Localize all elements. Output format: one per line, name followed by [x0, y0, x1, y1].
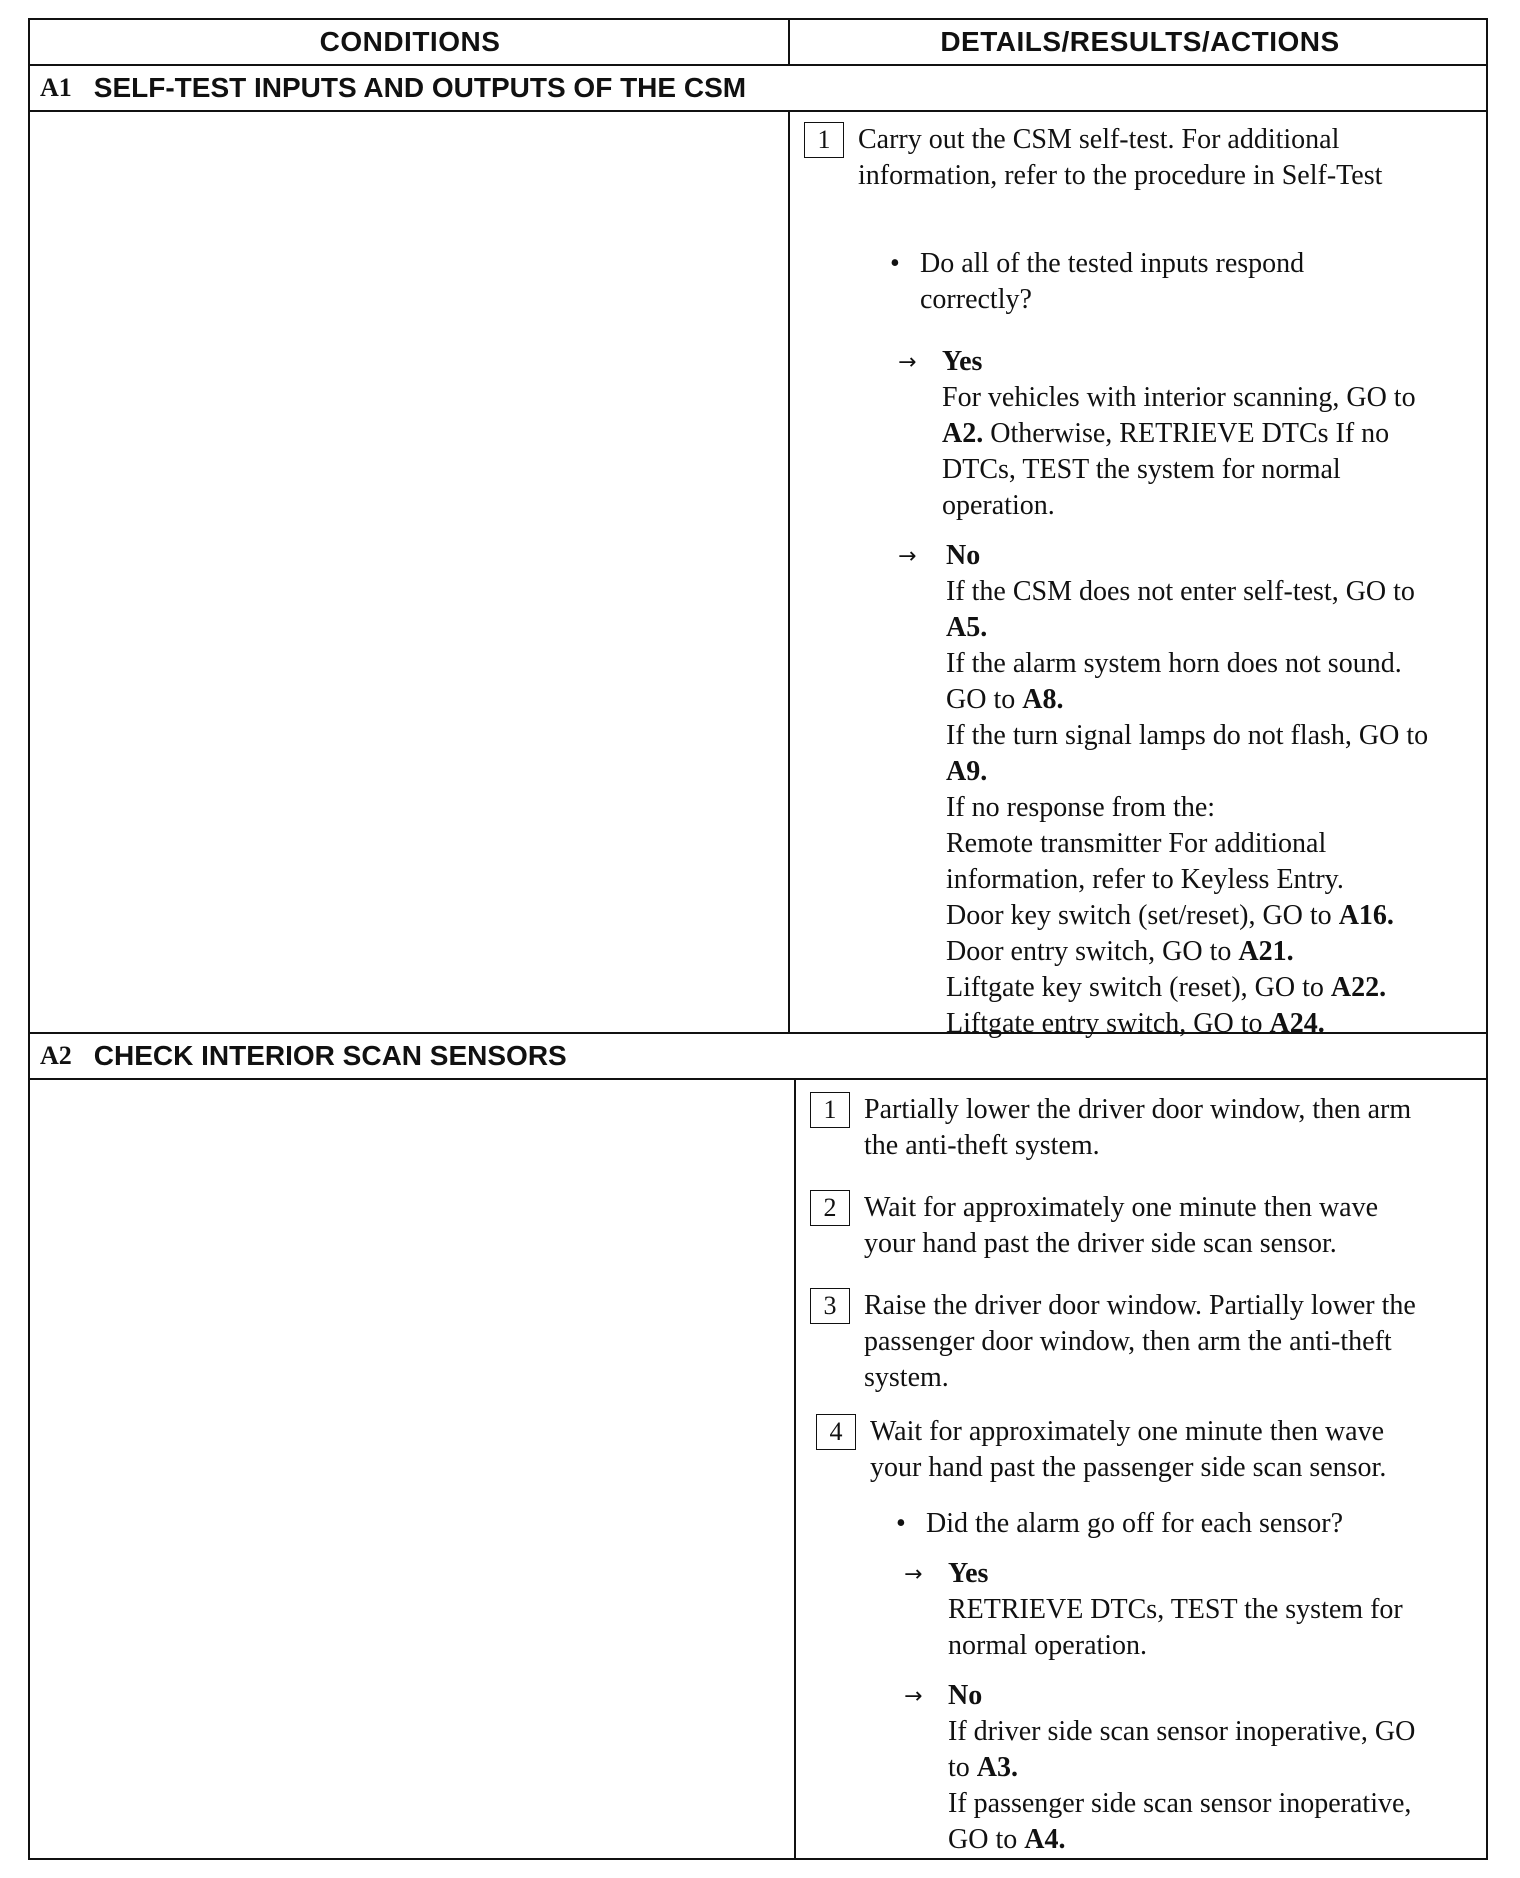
- section-a1-title-rule: [30, 110, 1486, 112]
- a1-no-line: Door entry switch, GO to A21.: [946, 936, 1294, 967]
- a1-yes-line: A2. Otherwise, RETRIEVE DTCs If no: [942, 418, 1390, 449]
- a1-yes-line: operation.: [942, 490, 1055, 521]
- a1-step-1-line: information, refer to the procedure in Self-Test: [858, 160, 1383, 191]
- a2-step-2-line: your hand past the driver side scan sensor.: [864, 1228, 1337, 1259]
- a2-step-2: [810, 1190, 1378, 1262]
- section-a2-title-rule: [30, 1078, 1486, 1080]
- a1-no-label: No: [946, 540, 981, 571]
- a1-yes-line: For vehicles with interior scanning, GO to: [942, 382, 1416, 413]
- a1-step-1: [804, 122, 1382, 194]
- a2-step-4: [816, 1414, 1386, 1486]
- a1-yes-label: Yes: [942, 346, 983, 377]
- a2-no-arrow-icon: →: [904, 1684, 923, 1709]
- a2-step-3-line: Raise the driver door window. Partially lower the: [864, 1290, 1416, 1321]
- a1-yes-arrow-icon: →: [898, 350, 917, 375]
- a1-no-branch: [946, 538, 1428, 1042]
- section-a2-divider: [794, 1078, 796, 1860]
- a2-step-2-number: 2: [810, 1190, 850, 1226]
- a1-no-line: If no response from the:: [946, 792, 1216, 823]
- a2-step-3-line: system.: [864, 1362, 949, 1393]
- a2-yes-arrow-icon: →: [904, 1562, 923, 1587]
- diagnostic-table: CONDITIONS DETAILS/RESULTS/ACTIONS A1 SELF-TEST INPUTS AND OUTPUTS OF THE CSM 1 Carry out the CSM self-test. For additional information, refer to the procedure in Self-Test • Do all of the tested inputs respond correctly? → Yes For vehicles with interior scanning, GO to A2. Otherwise, RETRIEVE DTCs If no DTCs, TEST the system for normal operation. → No If the CSM does not enter self-test, GO to A5. If the alarm system horn does not sound. GO to A8. If the turn signal lamps do not flash, GO to A9. If no response from the: Remote transmitter For additional information, refer to Keyless Entry. Door key switch (set/reset), GO to A16. Door entry switch, GO to A21. Liftgate key switch (reset), GO to A22. Liftgate entry switch, GO to A24. A2 CHECK INTERIOR SCAN SENSORS 1 Partially lower the driver door window, then arm the anti-theft system. 2 Wait for approximately one minute then wave your hand past the driver side scan sensor. 3 Raise the driver door window. Partially lower the passenger door window, then arm the anti-theft system. 4 Wait for approximately one minute then wave your hand past the passenger side scan sensor. • Did the alarm go off for each sensor? → Yes RETRIEVE DTCs, TEST the system for normal operation. → No If driver side scan sensor inoperative, GO to A3. If passenger side scan sensor inoperative, GO to A4.: [28, 18, 1488, 1860]
- a1-no-line: Remote transmitter For additional: [946, 828, 1327, 859]
- a2-no-label: No: [948, 1680, 983, 1711]
- a1-no-line: If the CSM does not enter self-test, GO to: [946, 576, 1415, 607]
- section-a2-heading: [40, 1034, 567, 1078]
- a1-no-line: Liftgate entry switch, GO to A24.: [946, 1008, 1325, 1039]
- a2-step-3: [810, 1288, 1416, 1396]
- a1-no-line: Liftgate key switch (reset), GO to A22.: [946, 972, 1387, 1003]
- section-a1-divider: [788, 110, 790, 1032]
- a1-yes-line: DTCs, TEST the system for normal: [942, 454, 1341, 485]
- a1-no-line: A9.: [946, 756, 988, 787]
- a2-no-branch: [948, 1678, 1415, 1858]
- a2-step-4-line: Wait for approximately one minute then wave: [870, 1416, 1385, 1447]
- conditions-column-header: CONDITIONS: [319, 26, 501, 57]
- a2-step-1: [810, 1092, 1411, 1164]
- a1-no-line: If the alarm system horn does not sound.: [946, 648, 1402, 679]
- section-a2-title: CHECK INTERIOR SCAN SENSORS: [93, 1040, 567, 1071]
- a2-step-1-line: Partially lower the driver door window, then arm: [864, 1094, 1412, 1125]
- a2-step-3-line: passenger door window, then arm the anti-theft: [864, 1326, 1392, 1357]
- a1-no-line: Door key switch (set/reset), GO to A16.: [946, 900, 1394, 931]
- section-a2-id: A2: [40, 1041, 72, 1070]
- section-a1-title: SELF-TEST INPUTS AND OUTPUTS OF THE CSM: [93, 72, 747, 103]
- a1-no-arrow-icon: →: [898, 544, 917, 569]
- section-a1-id: A1: [40, 73, 72, 102]
- a1-question-line: correctly?: [920, 284, 1032, 315]
- a1-no-line: GO to A8.: [946, 684, 1064, 715]
- a2-no-line: If passenger side scan sensor inoperative,: [948, 1788, 1412, 1819]
- a2-yes-line: RETRIEVE DTCs, TEST the system for: [948, 1594, 1403, 1625]
- a2-step-2-line: Wait for approximately one minute then wave: [864, 1192, 1379, 1223]
- a2-step-3-number: 3: [810, 1288, 850, 1324]
- a2-question-line: Did the alarm go off for each sensor?: [926, 1508, 1343, 1539]
- a2-yes-label: Yes: [948, 1558, 989, 1589]
- a1-question-line: Do all of the tested inputs respond: [920, 248, 1305, 279]
- a1-yes-branch: [942, 344, 1416, 524]
- section-a1-heading: [40, 66, 746, 110]
- a2-no-line: to A3.: [948, 1752, 1019, 1783]
- a1-no-line: information, refer to Keyless Entry.: [946, 864, 1344, 895]
- a2-step-1-line: the anti-theft system.: [864, 1130, 1100, 1161]
- a1-step-1-line: Carry out the CSM self-test. For additional: [858, 124, 1340, 155]
- header-divider: [788, 20, 790, 64]
- a1-no-line: If the turn signal lamps do not flash, GO to: [946, 720, 1429, 751]
- a2-yes-branch: [948, 1556, 1403, 1664]
- a2-no-line: If driver side scan sensor inoperative, GO: [948, 1716, 1416, 1747]
- a2-step-4-number: 4: [816, 1414, 856, 1450]
- a2-step-1-number: 1: [810, 1092, 850, 1128]
- a2-yes-line: normal operation.: [948, 1630, 1148, 1661]
- details-column-header: DETAILS/RESULTS/ACTIONS: [940, 26, 1340, 57]
- a2-step-4-line: your hand past the passenger side scan sensor.: [870, 1452, 1387, 1483]
- a1-step-1-number: 1: [804, 122, 844, 158]
- a1-no-line: A5.: [946, 612, 988, 643]
- a2-no-line: GO to A4.: [948, 1824, 1066, 1855]
